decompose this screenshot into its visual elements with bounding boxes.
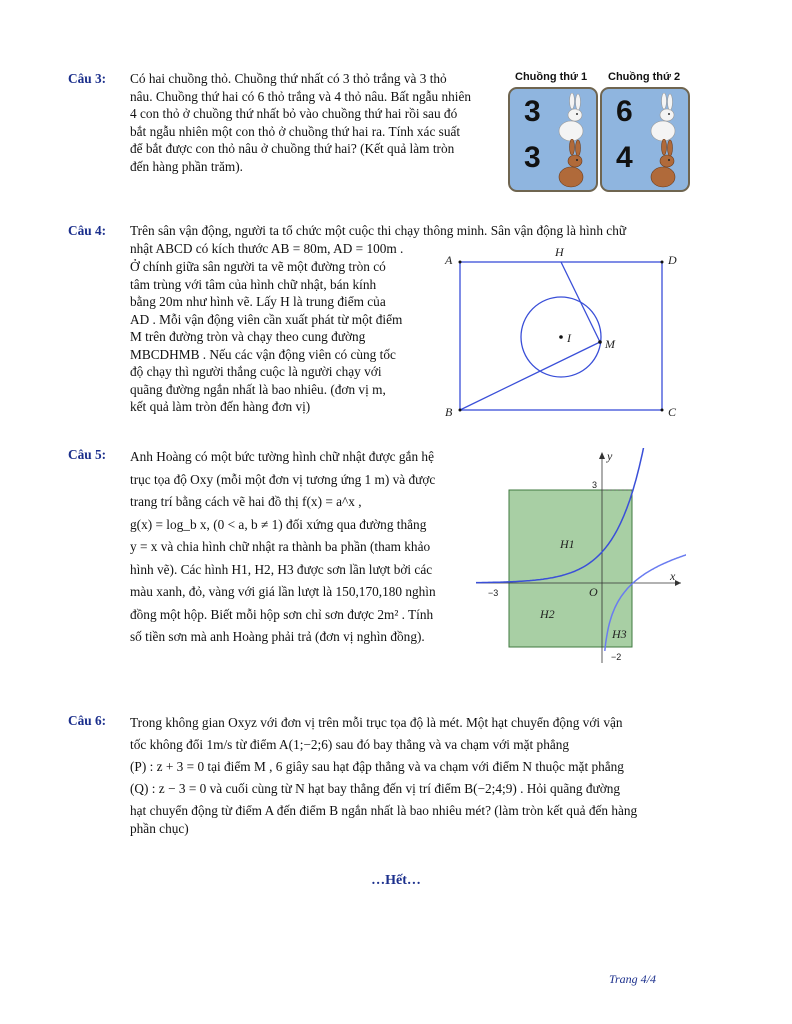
q4-line: quãng đường ngắn nhất là bao nhiêu. (đơn vị m, [130,381,386,397]
white-rabbit-icon [646,93,684,143]
brown-rabbit-icon [554,139,592,189]
tick-neg3: −3 [488,588,499,598]
q5-line: trục tọa độ Oxy (mỗi một đơn vị tương ứng 1 m) và được [130,471,436,487]
q5-line: g(x) = log_b x, (0 < a, b ≠ 1) đối xứng qua đường thẳng [130,516,427,532]
origin-label: O [589,585,598,599]
region-H2-label: H2 [540,607,555,621]
q4-line: M trên đường tròn và chạy theo cung đường [130,329,366,344]
point-M [598,340,602,344]
region-H1-label: H1 [560,537,575,551]
q5-line: Anh Hoàng có một bức tường hình chữ nhật được gắn hệ [130,449,434,464]
q5-line: trang trí bằng cách vẽ hai đồ thị f(x) = a^x , [130,494,362,509]
q4-line: Ở chính giữa sân người ta vẽ một đường tròn có [130,259,386,274]
brown-rabbit-icon [646,139,684,189]
q5-line: đồng một hộp. Biết mỗi hộp sơn chỉ sơn được 2m² . Tính [130,606,434,622]
question-4-text [130,258,430,416]
end-marker: …Hết… [371,873,421,888]
green-wall-rectangle [509,490,632,647]
cage-1-card [508,87,598,192]
q3-line: đến hàng phần trăm). [130,158,243,174]
tick-neg2: −2 [611,652,622,662]
cage-2-white-count: 6 [616,95,633,128]
q5-line: số tiền sơn mà anh Hoàng phải trả (đơn vị nghìn đồng). [130,629,425,644]
q6-line: (Q) : z − 3 = 0 và cuối cùng từ N hạt bay thẳng đến vị trí điểm B(−2;4;9) . Hỏi quãng đường [130,781,621,796]
cage-2-brown-count: 4 [616,141,633,174]
segment-HM [561,262,600,342]
q3-line: bắt ngẫu nhiên một con thỏ ở chuồng thứ hai ra. Tính xác suất [130,123,461,139]
cage-1-brown-count: 3 [524,141,541,174]
question-4-label: Câu 4: [68,223,107,238]
label-I: I [567,331,571,345]
tick-3: 3 [592,480,598,490]
y-axis-label: y [607,449,613,463]
question-5-label: Câu 5: [68,447,107,462]
q4-line: kết quả làm tròn đến hàng đơn vị) [130,399,311,414]
q5-line: hình vẽ). Các hình H1, H2, H3 được sơn lần lượt bởi các [130,561,433,577]
segment-MB [460,342,600,410]
q4-line: tâm trùng với tâm của hình chữ nhật, bán kính [130,276,377,292]
q4-line: độ chạy thì người thắng cuộc là người chạy với [130,364,382,379]
question-6-label: Câu 6: [68,713,107,728]
question-6-text [130,712,688,836]
question-3-text [130,70,495,175]
exp-log-graph [476,448,686,668]
label-H: H [555,245,564,259]
q6-line: phần chục) [130,821,189,836]
label-D: D [668,253,677,267]
region-H3-label: H3 [612,627,627,641]
q5-line: y = x và chia hình chữ nhật ra thành ba phần (tham khảo [130,539,431,554]
cage-2-card [600,87,690,192]
q4-line: AD . Mỗi vận động viên cần xuất phát từ một điểm [130,311,403,327]
white-rabbit-icon [554,93,592,143]
question-5-text [130,446,468,649]
label-C: C [668,405,677,419]
cage-1-title: Chuồng thứ 1 [515,71,588,83]
q4-line: MBCDHMB . Nếu các vận động viên có cùng tốc [130,346,396,362]
q6-line: (P) : z + 3 = 0 tại điểm M , 6 giây sau hạt đập thẳng và va chạm với điểm N thuộc mặt phẳng [130,759,624,774]
q3-line: Có hai chuồng thỏ. Chuồng thứ nhất có 3 thỏ trắng và 3 thỏ [130,71,447,86]
stadium-figure [440,242,690,422]
q6-line: Trong không gian Oxyz với đơn vị trên mỗi trục tọa độ là mét. Một hạt chuyển động với vận [130,715,623,730]
q3-line: 4 con thỏ ở chuồng thứ nhất bỏ vào chuồng thứ hai rồi sau đó [130,106,458,121]
page-number: Trang 4/4 [609,972,657,986]
question-3-label: Câu 3: [68,71,107,86]
q3-line: nâu. Chuồng thứ hai có 6 thỏ trắng và 4 thỏ nâu. Bất ngẫu nhiên [130,88,472,104]
cage-1-white-count: 3 [524,95,541,128]
q5-line: màu xanh, đỏ, vàng với giá lần lượt là 150,170,180 nghìn [130,584,436,599]
x-axis-label: x [670,569,676,583]
q3-line: để bắt được con thỏ nâu ở chuồng thứ hai? (Kết quả làm tròn [130,141,455,156]
q6-line: hạt chuyển động từ điểm A đến điểm B ngắn nhất là bao nhiêu mét? (làm tròn kết quả đến hàng [130,803,638,818]
q6-line: tốc không đổi 1m/s từ điểm A(1;−2;6) sau đó bay thẳng và va chạm với mặt phẳng [130,737,570,752]
label-B: B [445,405,453,419]
q4-line-1: Trên sân vận động, người ta tổ chức một cuộc thi chạy thông minh. Sân vận động là hình chữ [130,223,627,238]
q4-line: bằng 20m như hình vẽ. Lấy H là trung điểm của [130,294,386,309]
cage-2-title: Chuồng thứ 2 [608,71,681,83]
label-A: A [445,253,453,267]
center-point [559,335,563,339]
q4-line-2: nhật ABCD có kích thước AB = 80m, AD = 100m . [130,241,404,256]
label-M: M [605,337,615,351]
